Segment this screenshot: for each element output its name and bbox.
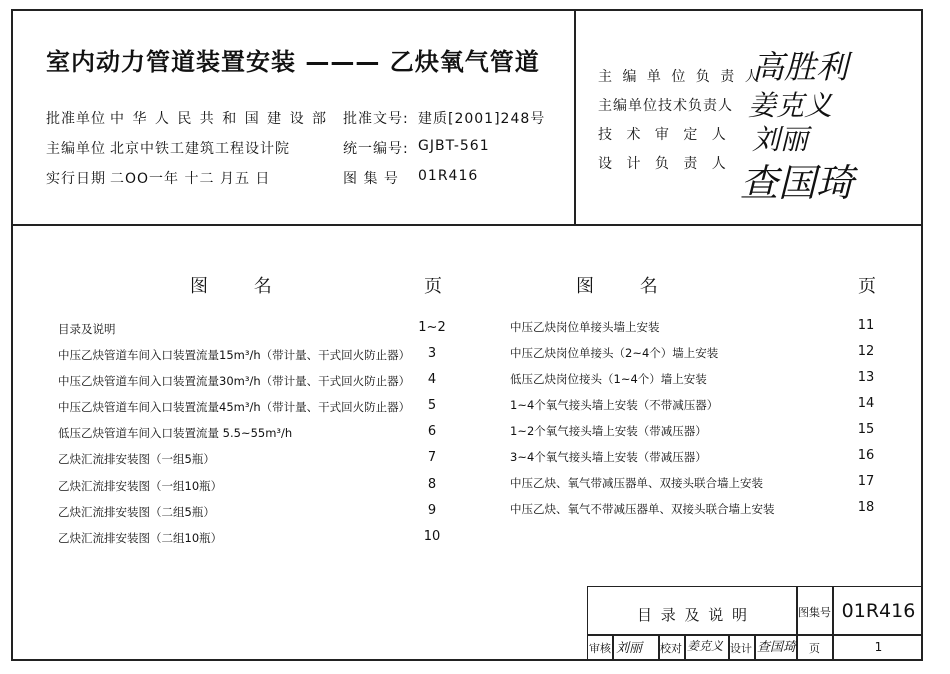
list-item-page: 16 xyxy=(857,448,875,463)
signature-design-lead: 查国琦 xyxy=(740,161,855,205)
right-col-page: 页 xyxy=(858,276,876,297)
signature-chief-unit: 高胜利 xyxy=(752,48,849,86)
approval-doc-label: 批准文号: xyxy=(343,111,409,127)
right-col-title: 图 名 xyxy=(576,276,658,297)
sign-label-tech-review: 技 术 审 定 人 xyxy=(598,127,731,143)
approval-unit: 中 华 人 民 共 和 国 建 设 部 xyxy=(110,111,329,127)
list-item-page: 17 xyxy=(857,474,875,489)
header-divider xyxy=(11,224,923,226)
list-item: 中压乙炔、氧气不带减压器单、双接头联合墙上安装 xyxy=(510,502,775,516)
approval-doc: 建质[2001]248号 xyxy=(418,111,546,127)
list-item: 乙炔汇流排安装图（一组5瓶） xyxy=(58,452,215,466)
editor-unit-label: 主编单位 xyxy=(46,141,106,157)
list-item-page: 10 xyxy=(423,529,441,544)
list-item: 中压乙炔、氧气带减压器单、双接头联合墙上安装 xyxy=(510,476,763,490)
page-label: 页 xyxy=(809,642,820,655)
signature-tech-chief: 姜克义 xyxy=(748,89,833,122)
list-item: 中压乙炔管道车间入口装置流量15m³/h（带计量、干式回火防止器） xyxy=(58,348,411,362)
review-signature: 刘丽 xyxy=(616,641,643,656)
sign-label-chief-unit: 主 编 单 位 负 责 人 xyxy=(598,69,762,85)
list-item-page: 8 xyxy=(427,477,437,492)
left-col-page: 页 xyxy=(424,276,442,297)
list-item-page: 13 xyxy=(857,370,875,385)
list-item: 低压乙炔管道车间入口装置流量 5.5~55m³/h xyxy=(58,426,293,440)
list-item-page: 6 xyxy=(427,424,437,439)
atlas-label: 图集号 xyxy=(798,606,831,619)
list-item: 中压乙炔管道车间入口装置流量30m³/h（带计量、干式回火防止器） xyxy=(58,374,411,388)
list-item-page: 5 xyxy=(427,398,437,413)
approval-unit-label: 批准单位 xyxy=(46,111,106,127)
unified-no: GJBT-561 xyxy=(418,138,490,154)
atlas-no: 01R416 xyxy=(418,168,479,184)
list-item-page: 12 xyxy=(857,344,875,359)
signature-tech-review: 刘丽 xyxy=(752,123,809,156)
cell-divider xyxy=(754,634,756,661)
effective-date: 二OO一年 十二 月五 日 xyxy=(110,171,271,187)
list-item: 中压乙炔岗位单接头（2~4个）墙上安装 xyxy=(510,346,719,360)
list-item-page: 9 xyxy=(427,503,437,518)
list-item: 1~4个氧气接头墙上安装（不带减压器） xyxy=(510,398,719,412)
page-title: 室内动力管道装置安装 ——— 乙炔氧气管道 xyxy=(46,48,540,76)
effective-date-label: 实行日期 xyxy=(46,171,106,187)
left-col-title: 图 名 xyxy=(190,276,272,297)
list-item-page: 1~2 xyxy=(418,320,446,335)
review-label: 审核 xyxy=(589,642,611,655)
editor-unit: 北京中铁工建筑工程设计院 xyxy=(110,141,290,157)
list-item: 乙炔汇流排安装图（二组10瓶） xyxy=(58,531,223,545)
list-item: 中压乙炔岗位单接头墙上安装 xyxy=(510,320,660,334)
list-item: 1~2个氧气接头墙上安装（带减压器） xyxy=(510,424,707,438)
sign-label-tech-chief: 主编单位技术负责人 xyxy=(598,98,733,114)
list-item: 目录及说明 xyxy=(58,322,116,336)
list-item: 中压乙炔管道车间入口装置流量45m³/h（带计量、干式回火防止器） xyxy=(58,400,411,414)
list-item-page: 11 xyxy=(857,318,875,333)
list-item-page: 7 xyxy=(427,450,437,465)
atlas-number: 01R416 xyxy=(841,600,916,622)
check-label: 校对 xyxy=(660,642,682,655)
list-item-page: 3 xyxy=(427,346,437,361)
list-item-page: 18 xyxy=(857,500,875,515)
list-item-page: 14 xyxy=(857,396,875,411)
unified-no-label: 统一编号: xyxy=(343,141,409,157)
header-vertical-divider xyxy=(574,9,576,225)
cell-divider xyxy=(684,634,686,661)
list-item: 低压乙炔岗位接头（1~4个）墙上安装 xyxy=(510,372,707,386)
page-number: 1 xyxy=(874,640,883,654)
atlas-no-label: 图 集 号 xyxy=(343,171,399,187)
check-signature: 姜克义 xyxy=(687,639,724,653)
list-item: 乙炔汇流排安装图（一组10瓶） xyxy=(58,479,223,493)
drawing-title: 目 录 及 说 明 xyxy=(636,606,750,624)
design-signature: 查国琦 xyxy=(757,640,797,655)
list-item: 乙炔汇流排安装图（二组5瓶） xyxy=(58,505,215,519)
list-item-page: 4 xyxy=(427,372,437,387)
design-label: 设计 xyxy=(730,642,752,655)
cell-divider xyxy=(612,634,614,661)
sign-label-design-lead: 设 计 负 责 人 xyxy=(598,156,731,172)
list-item-page: 15 xyxy=(857,422,875,437)
list-item: 3~4个氧气接头墙上安装（带减压器） xyxy=(510,450,707,464)
